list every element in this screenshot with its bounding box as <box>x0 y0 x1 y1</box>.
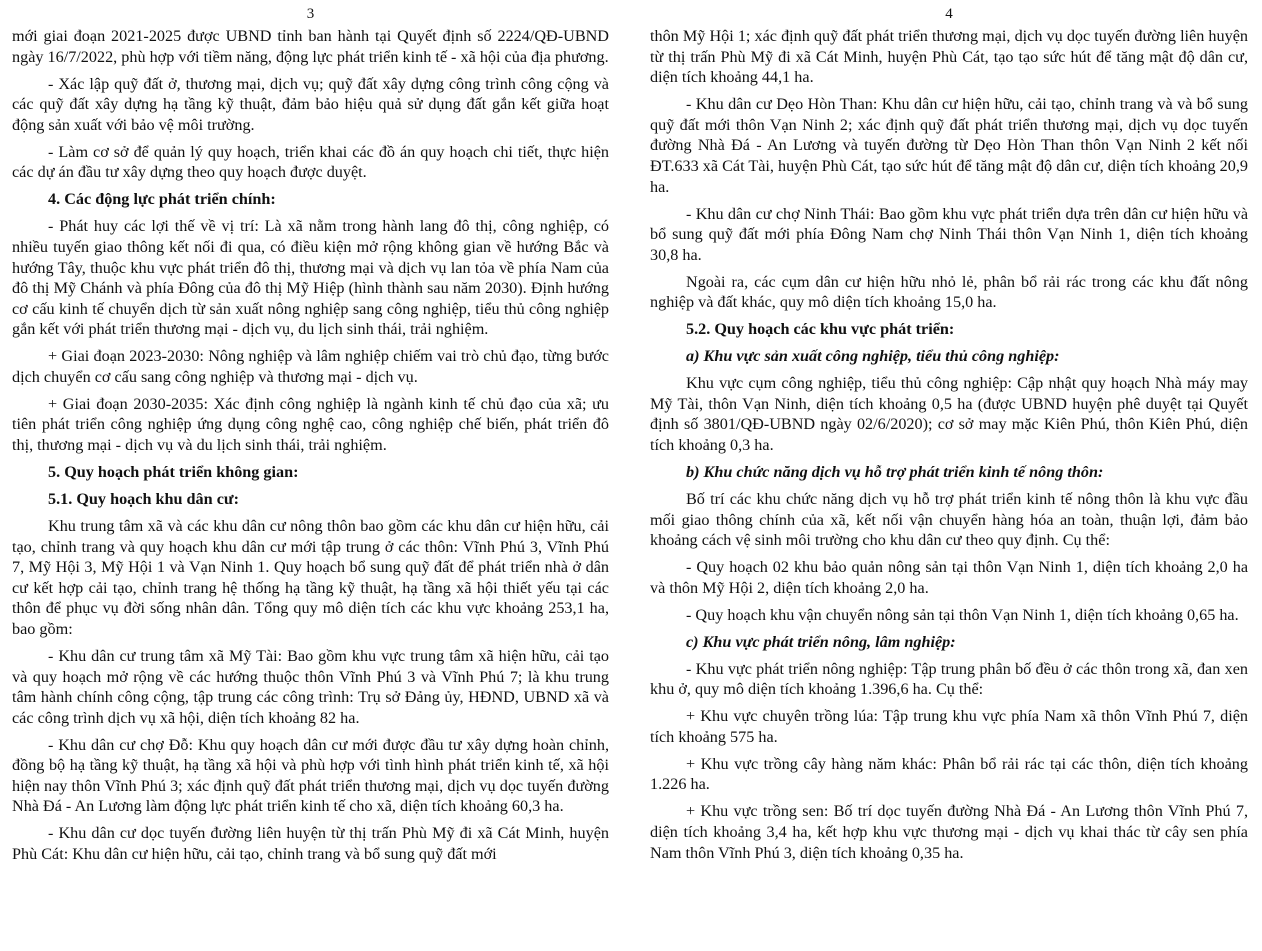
paragraph: mới giai đoạn 2021-2025 được UBND tỉnh ban hành tại Quyết định số 2224/QĐ-UBND ngày 16/7/2022, phù hợp với tiềm năng, động lực phát triển kinh tế - xã hội của địa phương. <box>12 27 609 66</box>
paragraph: + Khu vực chuyên trồng lúa: Tập trung khu vực phía Nam xã thôn Vĩnh Phú 7, diện tích khoảng 575 ha. <box>650 707 1248 746</box>
subsection-heading: 5.1. Quy hoạch khu dân cư: <box>48 490 239 508</box>
paragraph: - Khu dân cư chợ Đỗ: Khu quy hoạch dân cư mới được đầu tư xây dựng hoàn chỉnh, đồng bộ hạ tầng kỹ thuật, hạ tầng xã hội và phù hợp với tình hình phát triển kinh tế, xã hội hiện nay thôn Vĩnh Phú 3; xác định quỹ đất phát triển thương mại, dịch vụ dọc tuyến đường Nhà Đá - An Lương làm động lực phát triển kinh tế cho xã, diện tích khoảng 60,3 ha. <box>12 735 609 816</box>
paragraph: - Khu dân cư Dẹo Hòn Than: Khu dân cư hiện hữu, cải tạo, chỉnh trang và và bổ sung quỹ đất mới thôn Vạn Ninh 2; xác định quỹ đất phát triển thương mại, dịch vụ dọc tuyến đường Nhà Đá - An Lương và tuyến đường từ Dẹo Hòn Than thôn Vạn Ninh 2 kết nối ĐT.633 xã Cát Tài, huyện Phù Cát, tạo sức hút để tăng mật độ dân cư, diện tích khoảng 20,9 ha. <box>650 95 1248 196</box>
page-3 <box>12 0 609 951</box>
paragraph: Khu trung tâm xã và các khu dân cư nông thôn bao gồm các khu dân cư hiện hữu, cải tạo, chỉnh trang và quy hoạch khu dân cư mới tập trung ở các thôn: Vĩnh Phú 3, Vĩnh Phú 7, Mỹ Hội 3, Mỹ Hội 1 và Vạn Ninh 1. Quy hoạch bổ sung quỹ đất để phát triển nhà ở dân cư kết hợp cải tạo, chỉnh trang hệ thống hạ tầng kỹ thuật, hạ tầng xã hội thiết yếu tại các thôn để phục vụ đời sống nhân dân. Tổng quy mô diện tích các khu vực khoảng 253,1 ha, bao gồm: <box>12 516 609 638</box>
page-number: 3 <box>306 6 315 22</box>
subsection-heading: c) Khu vực phát triển nông, lâm nghiệp: <box>686 632 956 651</box>
section-heading: 5. Quy hoạch phát triển không gian: <box>48 463 299 482</box>
paragraph: Ngoài ra, các cụm dân cư hiện hữu nhỏ lẻ, phân bổ rải rác trong các khu đất nông nghiệp và đất khác, quy mô diện tích khoảng 15,0 ha. <box>650 272 1248 312</box>
page-number: 4 <box>945 6 953 22</box>
page-4 <box>650 0 1248 951</box>
paragraph: - Xác lập quỹ đất ở, thương mại, dịch vụ; quỹ đất xây dựng công trình công cộng và các quỹ đất xây dựng hạ tầng kỹ thuật, đảm bảo hiệu quả sử dụng đất gắn kết giữa hoạt động sản xuất với bảo vệ môi trường. <box>12 74 609 134</box>
paragraph: - Khu dân cư dọc tuyến đường liên huyện từ thị trấn Phù Mỹ đi xã Cát Minh, huyện Phù Cát: Khu dân cư hiện hữu, cải tạo, chỉnh trang và bổ sung quỹ đất mới <box>12 824 609 864</box>
paragraph: - Quy hoạch khu vận chuyển nông sản tại thôn Vạn Ninh 1, diện tích khoảng 0,65 ha. <box>686 605 1239 624</box>
subsection-heading: b) Khu chức năng dịch vụ hỗ trợ phát triển kinh tế nông thôn: <box>686 463 1104 482</box>
paragraph: Khu vực cụm công nghiệp, tiểu thủ công nghiệp: Cập nhật quy hoạch Nhà máy may Mỹ Tài, thôn Vạn Ninh, diện tích khoảng 0,5 ha (được UBND huyện phê duyệt tại Quyết định số 3801/QĐ-UBND ngày 02/6/2020); cơ sở may mặc Kiên Phú, thôn Kiên Phú, diện tích khoảng 0,3 ha. <box>650 374 1248 455</box>
subsection-heading: a) Khu vực sản xuất công nghiệp, tiểu thủ công nghiệp: <box>686 347 1060 366</box>
paragraph: + Khu vực trồng sen: Bố trí dọc tuyến đường Nhà Đá - An Lương thôn Vĩnh Phú 7, diện tích khoảng 3,4 ha, kết hợp khu vực thương mại - dịch vụ khai thác từ cây sen phía Nam thôn Vĩnh Phú 3, diện tích khoảng 0,35 ha. <box>650 802 1248 862</box>
paragraph: Bố trí các khu chức năng dịch vụ hỗ trợ phát triển kinh tế nông thôn là khu vực đầu mối giao thông chính của xã, kết nối vận chuyển hàng hóa an toàn, thuận lợi, đảm bảo khoảng cách vệ sinh môi trường cho khu dân cư theo quy định. Cụ thể: <box>650 490 1248 550</box>
paragraph: - Phát huy các lợi thế về vị trí: Là xã nằm trong hành lang đô thị, công nghiệp, có nhiều tuyến giao thông kết nối đi qua, có điều kiện mở rộng không gian về hướng Bắc và hướng Tây, thuộc khu vực phát triển đô thị, thương mại và dịch vụ lan tỏa về phía Nam của đô thị Mỹ Chánh và phía Đông của đô thị Mỹ Hiệp (hình thành sau năm 2030). Định hướng cơ cấu kinh tế chuyển dịch từ sản xuất nông nghiệp sang công nghiệp, tiểu thủ công nghiệp gắn kết với phát triển thương mại - dịch vụ, du lịch sinh thái, trải nghiệm. <box>12 217 609 339</box>
paragraph: + Giai đoạn 2030-2035: Xác định công nghiệp là ngành kinh tế chủ đạo của xã; ưu tiên phát triển công nghiệp ứng dụng công nghệ cao, công nghiệp chế biến, phát triển đô thị, thương mại - dịch vụ và du lịch sinh thái, trải nghiệm. <box>12 394 609 455</box>
section-heading: 4. Các động lực phát triển chính: <box>48 190 276 209</box>
paragraph: - Quy hoạch 02 khu bảo quản nông sản tại thôn Vạn Ninh 1, diện tích khoảng 2,0 ha và thôn Mỹ Hội 2, diện tích khoảng 2,0 ha. <box>650 558 1248 597</box>
paragraph: + Khu vực trồng cây hàng năm khác: Phân bổ rải rác tại các thôn, diện tích khoảng 1.226 ha. <box>650 754 1248 794</box>
paragraph: - Khu vực phát triển nông nghiệp: Tập trung phân bố đều ở các thôn trong xã, đan xen khu ở, quy mô diện tích khoảng 1.396,6 ha. Cụ thể: <box>650 659 1248 699</box>
paragraph: - Khu dân cư trung tâm xã Mỹ Tài: Bao gồm khu vực trung tâm xã hiện hữu, cải tạo và quy hoạch mở rộng về các hướng thuộc thôn Vĩnh Phú 3 và Vĩnh Phú 7; là khu trung tâm hành chính công cộng, tập trung các công trình: Trụ sở Đảng ủy, HĐND, UBND xã và các công trình dịch vụ xã hội, diện tích khoảng 82 ha. <box>12 646 609 727</box>
paragraph: - Làm cơ sở để quản lý quy hoạch, triển khai các đồ án quy hoạch chi tiết, thực hiện các dự án đầu tư xây dựng theo quy hoạch được duyệt. <box>12 142 609 182</box>
paragraph: + Giai đoạn 2023-2030: Nông nghiệp và lâm nghiệp chiếm vai trò chủ đạo, từng bước dịch chuyển cơ cấu sang công nghiệp và thương mại - dịch vụ. <box>12 347 609 386</box>
paragraph: thôn Mỹ Hội 1; xác định quỹ đất phát triển thương mại, dịch vụ dọc tuyến đường liên huyện từ thị trấn Phù Mỹ đi xã Cát Minh, huyện Phù Cát, tạo tạo sức hút để tăng mật độ dân cư, diện tích khoảng 44,1 ha. <box>650 27 1248 87</box>
paragraph: - Khu dân cư chợ Ninh Thái: Bao gồm khu vực phát triển dựa trên dân cư hiện hữu và bổ sung quỹ đất mới phía Đông Nam chợ Ninh Thái thôn Vạn Ninh 1, diện tích khoảng 30,8 ha. <box>650 204 1248 264</box>
subsection-heading: 5.2. Quy hoạch các khu vực phát triển: <box>686 320 955 339</box>
